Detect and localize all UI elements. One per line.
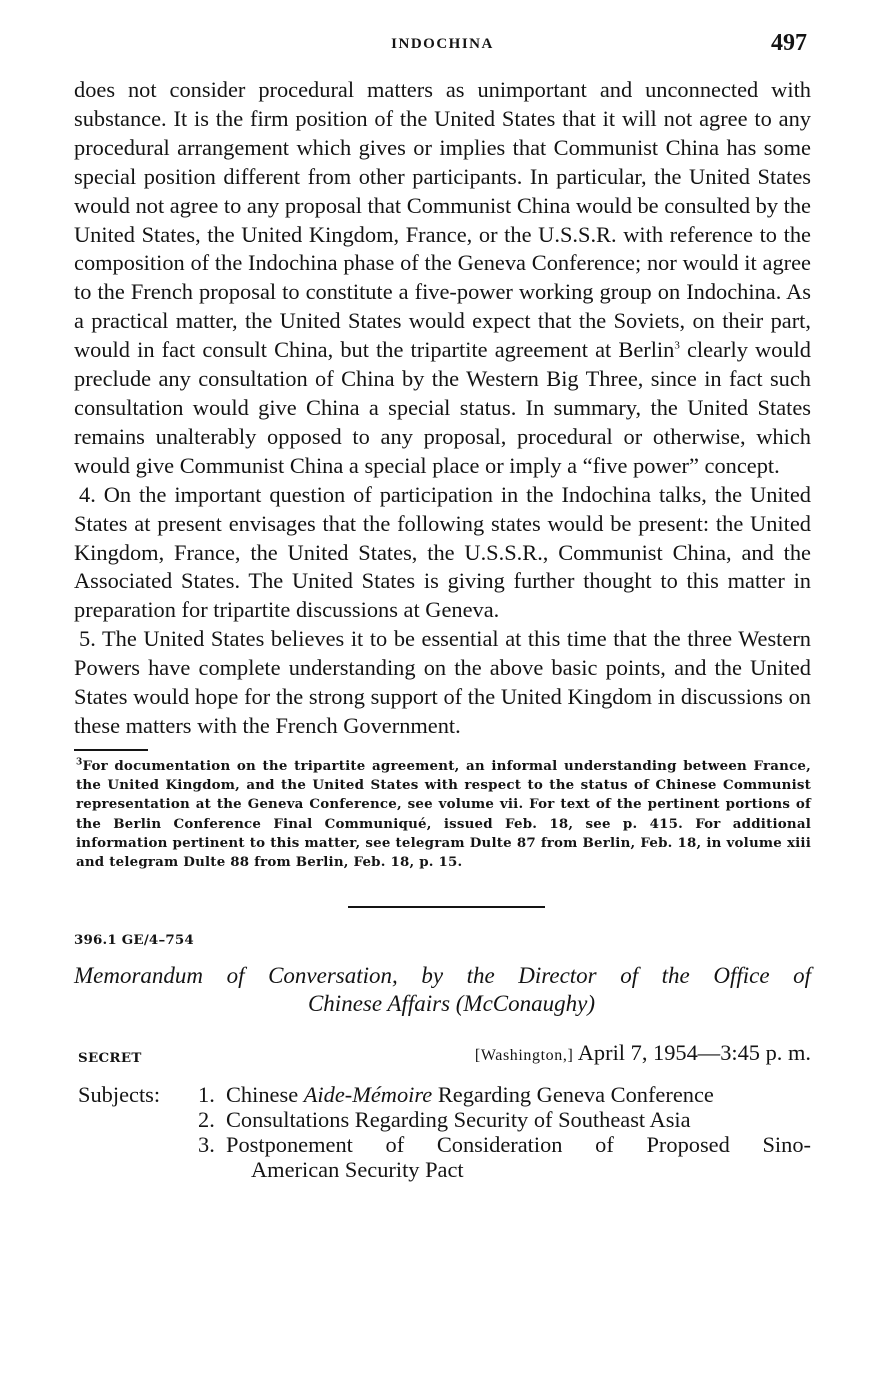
footnote-text: For documentation on the tripartite agreement, an informal understanding between France, the United Kingdom, and the United States with respect to the status of Chinese Communist representation at the Geneva Conference, see volume vii. For text of the pertinent portions of the Berlin Conference Final Communiqué, issued Feb. 18, see p. 415. For additional information pertinent to this matter, see telegram Dulte 87 from Berlin, Feb. 18, in volume xiii and telegram Dulte 88 from Berlin, Feb. 18, p. 15. [76, 757, 811, 871]
footnote-marker: 3 [76, 757, 83, 768]
footnote [74, 757, 811, 873]
subject-text-rest: Regarding Geneva Conference [432, 1081, 714, 1107]
paragraph-continuation [74, 76, 811, 481]
page-number: 497 [771, 30, 807, 56]
paragraph-text-part-b: clearly would preclude any consultation of China by the Western Big Three, since in fact such consultation would give China a special status. In summary, the United States remains unalterably opposed to any proposal, procedural or otherwise, which would give Communist China a special place or imply a “five power” concept. [74, 337, 811, 478]
subject-number: 1. [198, 1081, 215, 1107]
dateline [74, 1040, 811, 1070]
subject-number: 2. [198, 1106, 215, 1132]
list-item-continuation [198, 1157, 811, 1182]
subject-number: 3. [198, 1131, 215, 1157]
document-title-line-2: Chinese Affairs (McConaughy) [307, 990, 596, 1016]
subject-text-italic: Aide-Mémoire [303, 1081, 433, 1107]
running-title: INDOCHINA [391, 36, 494, 52]
footnote-divider [74, 749, 148, 751]
date: April 7, 1954—3:45 p. m. [577, 1039, 811, 1065]
document-page [74, 30, 811, 1182]
subject-text: Postponement of Consideration of Proposed Sino- [226, 1131, 811, 1157]
body-text [74, 76, 811, 741]
paragraph-text-part-a: does not consider procedural matters as unimportant and unconnected with substance. It is the firm position of the United States that it will not agree to any procedural arrangement which gives or implies that Communist China has some special position different from other participants. In particular, the United States would not agree to any proposal that Communist China would be consulted by the United States, the United Kingdom, France, or the U.S.S.R. with reference to the composition of the Indochina phase of the Geneva Conference; nor would it agree to the French proposal to constitute a five-power working group on Indochina. As a practical matter, the United States would expect that the Soviets, on their part, would in fact consult China, but the tripartite agreement at Berlin [74, 77, 811, 363]
footnote-reference[interactable]: 3 [674, 339, 680, 352]
file-number: 396.1 GE/4–754 [74, 931, 194, 948]
place-and-date [475, 1040, 811, 1066]
subject-text-continuation: American Security Pact [251, 1156, 464, 1182]
subjects-block [74, 1082, 811, 1182]
paragraph-5: 5. The United States believes it to be essential at this time that the three Western Powers have complete understanding on the above basic points, and the United States would hope for the strong support of the United Kingdom in discussions on these matters with the French Government. [74, 626, 811, 738]
classification-label: SECRET [78, 1049, 142, 1066]
subject-list [198, 1082, 811, 1182]
list-item [198, 1132, 811, 1157]
subject-text: Chinese [226, 1081, 304, 1107]
subjects-label: Subjects: [78, 1081, 161, 1107]
paragraph-4: 4. On the important question of participation in the Indochina talks, the United States at present envisages that the following states would be present: the United Kingdom, France, the United States, the U.S.S.R., Communist China, and the Associated States. The United States is giving further thought to this matter in preparation for tripartite discussions at Geneva. [74, 481, 811, 623]
list-item [198, 1107, 811, 1132]
list-item [198, 1082, 811, 1107]
section-divider [348, 906, 545, 908]
subject-text: Consultations Regarding Security of Southeast Asia [226, 1106, 691, 1132]
place: [Washington,] [474, 1046, 574, 1064]
running-head [74, 30, 811, 62]
document-title-line-1: Memorandum of Conversation, by the Director of the Office of [74, 962, 811, 988]
document-title [74, 962, 811, 1018]
